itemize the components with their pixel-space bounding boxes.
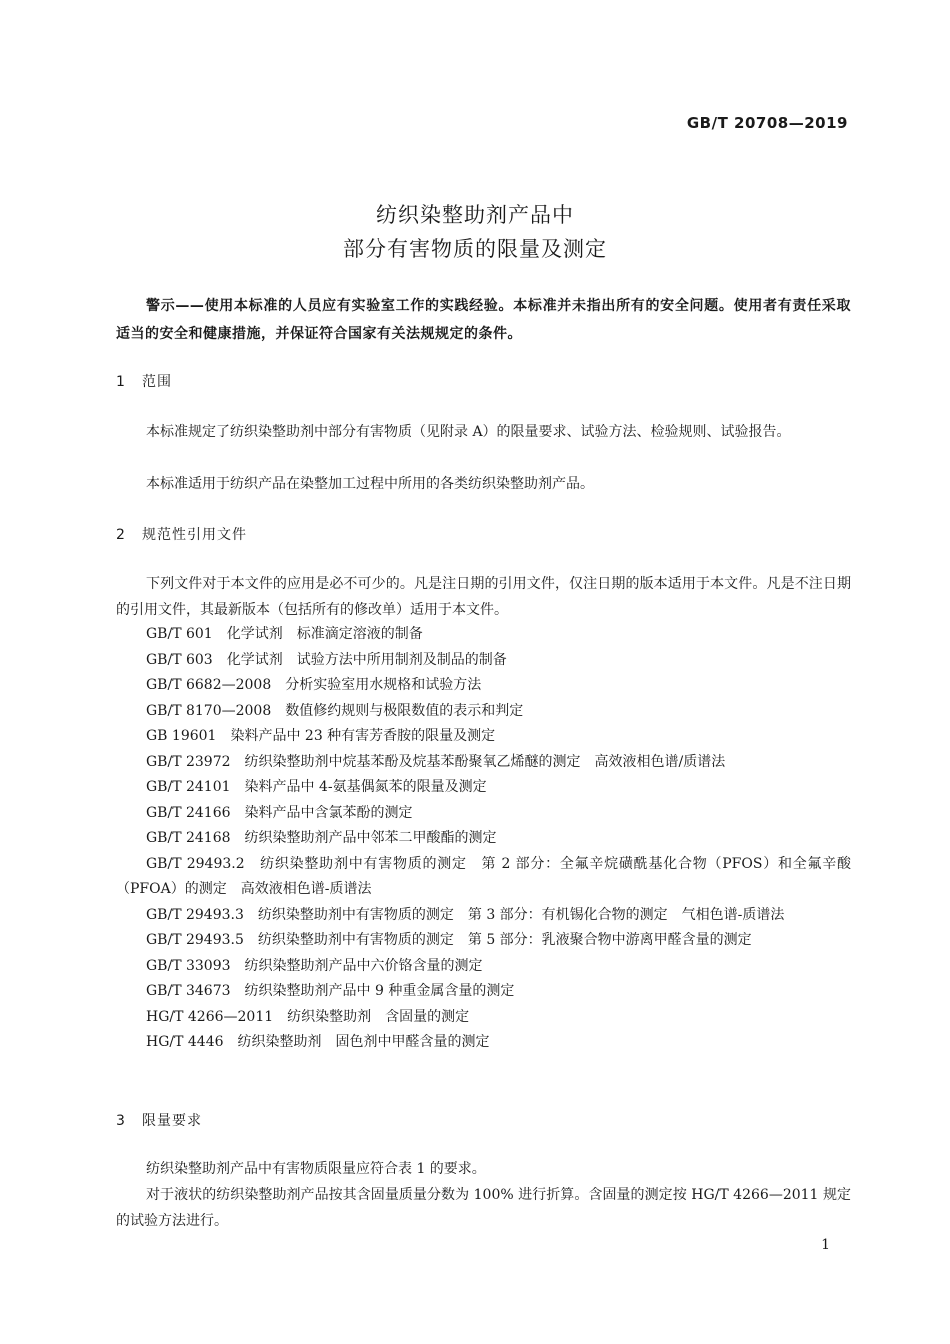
page-number: 1 bbox=[821, 1237, 830, 1253]
standard-number: GB/T 20708—2019 bbox=[686, 114, 848, 132]
reference-item: HG/T 4266—2011 纺织染整助剂 含固量的测定 bbox=[146, 1008, 470, 1025]
reference-item: HG/T 4446 纺织染整助剂 固色剂中甲醛含量的测定 bbox=[146, 1034, 490, 1050]
reference-item: GB/T 8170—2008 数值修约规则与极限数值的表示和判定 bbox=[146, 702, 524, 719]
reference-item: GB/T 34673 纺织染整助剂产品中 9 种重金属含量的测定 bbox=[146, 983, 515, 999]
section-1-paragraph: 本标准适用于纺织产品在染整加工过程中所用的各类纺织染整助剂产品。 bbox=[146, 476, 594, 492]
reference-item: GB/T 24168 纺织染整助剂产品中邻苯二甲酸酯的测定 bbox=[146, 830, 497, 846]
section-number: 1 bbox=[116, 374, 126, 390]
section-number: 2 bbox=[116, 527, 126, 543]
reference-list bbox=[116, 622, 851, 1056]
document-title-line2: 部分有害物质的限量及测定 bbox=[343, 237, 607, 261]
section-3-paragraph: 对于液状的纺织染整助剂产品按其含固量质量分数为 100% 进行折算。含固量的测定按 HG/T 4266—2011 规定的试验方法进行。 bbox=[116, 1187, 851, 1229]
section-1-paragraph: 本标准规定了纺织染整助剂中部分有害物质（见附录 A）的限量要求、试验方法、检验规则、试验报告。 bbox=[146, 424, 791, 440]
reference-item: GB/T 23972 纺织染整助剂中烷基苯酚及烷基苯酚聚氧乙烯醚的测定 高效液相色谱/质谱法 bbox=[146, 753, 726, 770]
section-2-intro: 下列文件对于本文件的应用是必不可少的。凡是注日期的引用文件，仅注日期的版本适用于本文件。凡是不注日期的引用文件，其最新版本（包括所有的修改单）适用于本文件。 bbox=[116, 576, 851, 618]
reference-item: GB/T 601 化学试剂 标准滴定溶液的制备 bbox=[146, 626, 423, 642]
section-title: 规范性引用文件 bbox=[142, 527, 247, 543]
reference-item: GB/T 29493.3 纺织染整助剂中有害物质的测定 第 3 部分：有机锡化合物的测定 气相色谱-质谱法 bbox=[146, 906, 785, 923]
section-title: 范围 bbox=[142, 374, 172, 390]
reference-item: GB/T 24166 染料产品中含氯苯酚的测定 bbox=[146, 804, 413, 821]
section-title: 限量要求 bbox=[142, 1113, 202, 1129]
reference-item: GB/T 603 化学试剂 试验方法中所用制剂及制品的制备 bbox=[146, 651, 507, 668]
reference-item: GB/T 29493.5 纺织染整助剂中有害物质的测定 第 5 部分：乳液聚合物中游离甲醛含量的测定 bbox=[146, 932, 752, 948]
reference-item: GB/T 6682—2008 分析实验室用水规格和试验方法 bbox=[146, 677, 482, 693]
warning-paragraph: 警示——使用本标准的人员应有实验室工作的实践经验。本标准并未指出所有的安全问题。使用者有责任采取适当的安全和健康措施，并保证符合国家有关法规规定的条件。 bbox=[116, 298, 851, 342]
section-3-heading bbox=[116, 1110, 202, 1130]
reference-item: GB/T 29493.2 纺织染整助剂中有害物质的测定 第 2 部分：全氟辛烷磺酰基化合物（PFOS）和全氟辛酸（PFOA）的测定 高效液相色谱-质谱法 bbox=[116, 855, 851, 897]
section-1-heading bbox=[116, 371, 172, 391]
section-3-paragraph: 纺织染整助剂产品中有害物质限量应符合表 1 的要求。 bbox=[146, 1161, 486, 1177]
reference-item: GB/T 33093 纺织染整助剂产品中六价铬含量的测定 bbox=[146, 957, 483, 974]
document-title-line1: 纺织染整助剂产品中 bbox=[376, 203, 574, 227]
reference-item: GB/T 24101 染料产品中 4-氨基偶氮苯的限量及测定 bbox=[146, 779, 487, 795]
section-2-heading bbox=[116, 524, 247, 544]
reference-item: GB 19601 染料产品中 23 种有害芳香胺的限量及测定 bbox=[146, 728, 496, 744]
section-number: 3 bbox=[116, 1113, 126, 1129]
